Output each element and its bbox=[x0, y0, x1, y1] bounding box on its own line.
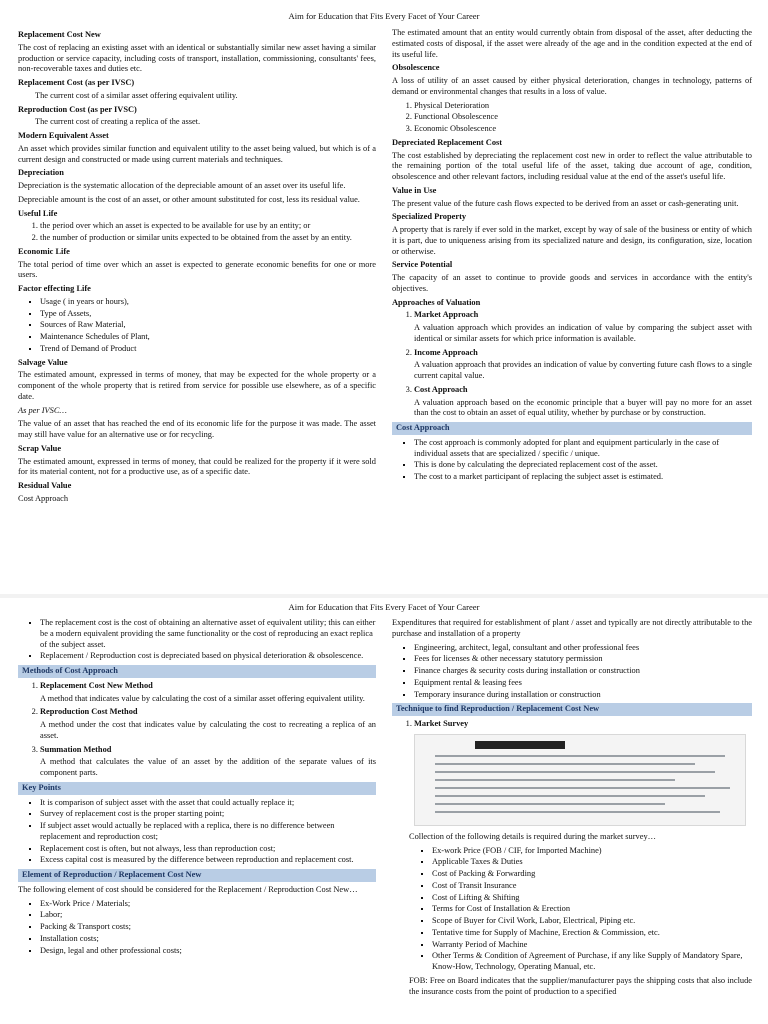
list-item: 1. the period over which an asset is expected to be available for use by an entity; or bbox=[40, 221, 376, 232]
list-item: ▪ Maintenance Schedules of Plant, bbox=[40, 332, 376, 343]
method-heading: 2. Reproduction Cost Method bbox=[40, 707, 138, 717]
section-heading: Obsolescence bbox=[392, 63, 440, 73]
right-column bbox=[392, 28, 752, 486]
list-item: ▪ Scope of Buyer for Civil Work, Labor, Electrical, Piping etc. bbox=[432, 916, 752, 927]
list-item bbox=[414, 385, 752, 419]
method-heading: 1. Replacement Cost New Method bbox=[40, 680, 153, 690]
bullet-list bbox=[392, 643, 752, 701]
redaction-bar bbox=[475, 741, 565, 749]
list-item: ▪ This is done by calculating the depreciated replacement cost of the asset. bbox=[414, 460, 752, 471]
numbered-list bbox=[18, 221, 376, 244]
list-item: ▪ Survey of replacement cost is the proper starting point; bbox=[40, 809, 376, 820]
paragraph: The estimated amount that an entity would currently obtain from disposal of the asset, after deducting the estimated costs of disposal, if the asset were already of the age and in the condition expected at the end of its useful life. bbox=[392, 28, 752, 59]
list-item: ▪ Installation costs; bbox=[40, 934, 376, 945]
bullet-list bbox=[18, 297, 376, 355]
list-item: ▪ Engineering, architect, legal, consultant and other professional fees bbox=[414, 643, 752, 654]
list-item: ▪ Replacement / Reproduction cost is depreciated based on physical deterioration & obsolescence. bbox=[40, 651, 376, 662]
section-heading: Value in Use bbox=[392, 185, 437, 195]
paragraph: A property that is rarely if ever sold in the market, except by way of sale of the business or entity of which it is part, due to uniqueness arising from its specialized nature and design, its configuration, size, location or otherwise. bbox=[392, 225, 752, 256]
paragraph: A valuation approach that provides an indication of value by converting future cash flows to a single current capital value. bbox=[414, 360, 752, 380]
list-item: ▪ Applicable Taxes & Duties bbox=[432, 857, 752, 868]
bullet-list bbox=[18, 798, 376, 867]
list-item: ▪ Fees for licenses & other necessary statutory permission bbox=[414, 654, 752, 665]
paragraph: The estimated amount, expressed in terms of money, that could be realized for the property if it were sold for its material content, not for a productive use, as of a specific date. bbox=[18, 456, 376, 477]
list-item bbox=[40, 681, 376, 705]
section-heading: Depreciated Replacement Cost bbox=[392, 137, 503, 147]
paragraph: The current cost of creating a replica of the asset. bbox=[35, 117, 201, 127]
paragraph: The current cost of a similar asset offering equivalent utility. bbox=[35, 90, 238, 100]
paragraph: A valuation approach which provides an indication of value by comparing the subject asset with identical or similar assets for which price information is available. bbox=[414, 323, 752, 343]
section-band: Cost Approach bbox=[392, 422, 752, 435]
bullet-list bbox=[392, 438, 752, 483]
technique-heading: 1. Market Survey bbox=[414, 719, 469, 728]
document-page-2 bbox=[0, 598, 768, 1024]
list-item: ▪ Type of Assets, bbox=[40, 309, 376, 320]
section-heading: Depreciation bbox=[18, 168, 64, 178]
bullet-list bbox=[392, 846, 752, 973]
list-item: 2. the number of production or similar units expected to be obtained from the asset by an entity. bbox=[40, 233, 376, 244]
approach-heading: 3. Cost Approach bbox=[414, 384, 468, 394]
list-item: ▪ Warranty Period of Machine bbox=[432, 940, 752, 951]
list-item: ▪ Labor; bbox=[40, 910, 376, 921]
scan-text-line bbox=[435, 787, 730, 789]
paragraph: The cost of replacing an existing asset with an identical or substantially similar new asset having a similar production or service capacity, including costs of transport, installation, commissioning, consultants' fees, non-recoverable taxes and duties etc. bbox=[18, 42, 376, 74]
list-item: ▪ Other Terms & Condition of Agreement of Purchase, if any like Supply of Mandatory Spare, Know-How, Technology, Operating Manual, etc. bbox=[432, 951, 752, 973]
paragraph: The value of an asset that has reached the end of its economic life for the purpose it was made. The asset may still have value for an alternative use or for recycling. bbox=[18, 419, 376, 439]
scan-text-line bbox=[435, 795, 705, 797]
scan-text-line bbox=[435, 755, 725, 757]
paragraph: Expenditures that required for establishment of plant / asset and typically are not directly attributable to the purchase and installation of a property bbox=[392, 618, 752, 638]
scan-text-line bbox=[435, 779, 675, 781]
section-heading: Approaches of Valuation bbox=[392, 297, 481, 307]
section-heading: Useful Life bbox=[18, 208, 58, 218]
paragraph: The present value of the future cash flows expected to be derived from an asset or cash-generating unit. bbox=[392, 198, 739, 208]
list-item: ▪ Sources of Raw Material, bbox=[40, 320, 376, 331]
methods-list bbox=[18, 681, 376, 779]
scan-text-line bbox=[435, 763, 695, 765]
list-item: ▪ Excess capital cost is measured by the difference between reproduction and replacement cost. bbox=[40, 855, 376, 866]
section-heading: Economic Life bbox=[18, 246, 70, 256]
quotation-scan-image bbox=[414, 734, 746, 826]
list-item: ▪ The cost approach is commonly adopted for plant and equipment particularly in the case of individual assets that are specialized / specific / unique. bbox=[414, 438, 752, 460]
list-item: ▪ Ex-Work Price / Materials; bbox=[40, 899, 376, 910]
list-item bbox=[414, 719, 752, 730]
paragraph: An asset which provides similar function and equivalent utility to the asset being valued, but which is of a current design and constructed or made using current materials and techniques. bbox=[18, 143, 376, 164]
section-band: Methods of Cost Approach bbox=[18, 665, 376, 678]
paragraph: Depreciation is the systematic allocation of the depreciable amount of an asset over its useful life. bbox=[18, 181, 346, 190]
section-band: Element of Reproduction / Replacement Cost New bbox=[18, 869, 376, 882]
paragraph: A method under the cost that indicates value by calculating the cost to recreating a replica of an asset. bbox=[40, 720, 376, 740]
list-item: ▪ Cost of Packing & Forwarding bbox=[432, 869, 752, 880]
list-item: ▪ Cost of Lifting & Shifting bbox=[432, 893, 752, 904]
page-header: Aim for Education that Fits Every Facet of Your Career bbox=[288, 602, 480, 612]
paragraph: The cost established by depreciating the replacement cost new in order to reflect the value attributable to the remaining portion of the total useful life of the asset, taking due account of age, condition, obsolescence and other relevant factors, including residual value at the end of the asset's useful life. bbox=[392, 150, 752, 181]
list-item: ▪ Tentative time for Supply of Machine, Erection & Commission, etc. bbox=[432, 928, 752, 939]
list-item bbox=[414, 348, 752, 382]
list-item: ▪ Usage ( in years or hours), bbox=[40, 297, 376, 308]
right-column bbox=[392, 618, 752, 1000]
paragraph: The capacity of an asset to continue to provide goods and services in accordance with the entity's objectives. bbox=[392, 273, 752, 293]
list-item: ▪ Terms for Cost of Installation & Erection bbox=[432, 904, 752, 915]
list-item: 2. Functional Obsolescence bbox=[414, 112, 752, 123]
list-item: ▪ Ex-work Price (FOB / CIF, for Imported Machine) bbox=[432, 846, 752, 857]
list-item: ▪ Cost of Transit Insurance bbox=[432, 881, 752, 892]
section-heading: Specialized Property bbox=[392, 212, 467, 222]
paragraph: A method that calculates the value of an asset by the addition of the separate values of its component parts. bbox=[40, 757, 376, 777]
paragraph: FOB: Free on Board indicates that the supplier/manufacturer pays the shipping costs that also include the insurance costs from the point of production to a specified bbox=[409, 975, 752, 996]
list-item: 3. Economic Obsolescence bbox=[414, 124, 752, 135]
page-header: Aim for Education that Fits Every Facet of Your Career bbox=[288, 11, 480, 21]
section-heading: Modern Equivalent Asset bbox=[18, 131, 109, 140]
list-item: ▪ Packing & Transport costs; bbox=[40, 922, 376, 933]
section-band: Technique to find Reproduction / Replacement Cost New bbox=[392, 703, 752, 716]
bullet-list bbox=[18, 899, 376, 957]
bullet-list bbox=[18, 618, 376, 662]
approaches-list bbox=[392, 310, 752, 419]
paragraph: A valuation approach based on the economic principle that a buyer will pay no more for an asset than the cost to obtain an asset of equal utility, whether by purchase or by construction. bbox=[414, 397, 752, 418]
list-item: ▪ Design, legal and other professional costs; bbox=[40, 946, 376, 957]
paragraph: Collection of the following details is required during the market survey… bbox=[409, 831, 657, 841]
scan-text-line bbox=[435, 811, 720, 813]
paragraph: A loss of utility of an asset caused by either physical deterioration, changes in technology, patterns of demand or environmental changes that results in a loss of value. bbox=[392, 76, 752, 96]
section-heading: Service Potential bbox=[392, 260, 453, 270]
section-heading: Factor effecting Life bbox=[18, 284, 91, 293]
list-item: 1. Physical Deterioration bbox=[414, 101, 752, 112]
cost-approach-label: Cost Approach bbox=[18, 493, 69, 503]
list-item: ▪ Temporary insurance during installation or construction bbox=[414, 690, 752, 701]
list-item bbox=[40, 707, 376, 741]
list-item bbox=[414, 310, 752, 344]
paragraph: The estimated amount, expressed in terms of money, that may be expected for the whole property or a component of the whole property that is retired from service for possible use elsewhere, as of a specific date. bbox=[18, 370, 376, 401]
list-item bbox=[40, 745, 376, 779]
list-item: ▪ It is comparison of subject asset with the asset that could actually replace it; bbox=[40, 798, 376, 809]
section-heading: Scrap Value bbox=[18, 443, 62, 453]
approach-heading: 2. Income Approach bbox=[414, 347, 478, 357]
method-heading: 3. Summation Method bbox=[40, 744, 112, 754]
paragraph: The total period of time over which an asset is expected to generate economic benefits for one or more users. bbox=[18, 259, 376, 280]
left-column bbox=[18, 28, 376, 505]
list-item: ▪ The cost to a market participant of replacing the subject asset is estimated. bbox=[414, 472, 752, 483]
numbered-list bbox=[392, 101, 752, 135]
section-heading: Replacement Cost (as per IVSC) bbox=[18, 78, 135, 87]
list-item: ▪ The replacement cost is the cost of obtaining an alternative asset of equivalent utility; this can either be a modern equivalent providing the same functionality or the cost of reproducing an exact replica of the subject asset. bbox=[40, 618, 376, 650]
list-item: ▪ Equipment rental & leasing fees bbox=[414, 678, 752, 689]
ivsc-note: As per IVSC… bbox=[18, 405, 67, 415]
scan-text-line bbox=[435, 771, 715, 773]
approach-heading: 1. Market Approach bbox=[414, 310, 479, 320]
section-heading: Salvage Value bbox=[18, 357, 68, 367]
section-heading: Reproduction Cost (as per IVSC) bbox=[18, 104, 137, 114]
paragraph: A method that indicates value by calculating the cost of a similar asset offering equivalent utility. bbox=[40, 693, 365, 703]
section-heading: Replacement Cost New bbox=[18, 30, 101, 39]
list-item: ▪ Replacement cost is often, but not always, less than reproduction cost; bbox=[40, 844, 376, 855]
paragraph: The following element of cost should be considered for the Replacement / Reproduction Cost New… bbox=[18, 884, 358, 894]
list-item: ▪ Finance charges & security costs during installation or construction bbox=[414, 666, 752, 677]
paragraph: Depreciable amount is the cost of an asset, or other amount substituted for cost, less its residual value. bbox=[18, 194, 360, 204]
scan-text-line bbox=[435, 803, 665, 805]
left-column bbox=[18, 618, 376, 959]
list-item: ▪ If subject asset would actually be replaced with a replica, there is no difference between replacement and reproduction cost; bbox=[40, 821, 376, 843]
section-band: Key Points bbox=[18, 782, 376, 795]
list-item: ▪ Trend of Demand of Product bbox=[40, 344, 376, 355]
numbered-list bbox=[392, 719, 752, 730]
section-heading: Residual Value bbox=[18, 481, 72, 490]
